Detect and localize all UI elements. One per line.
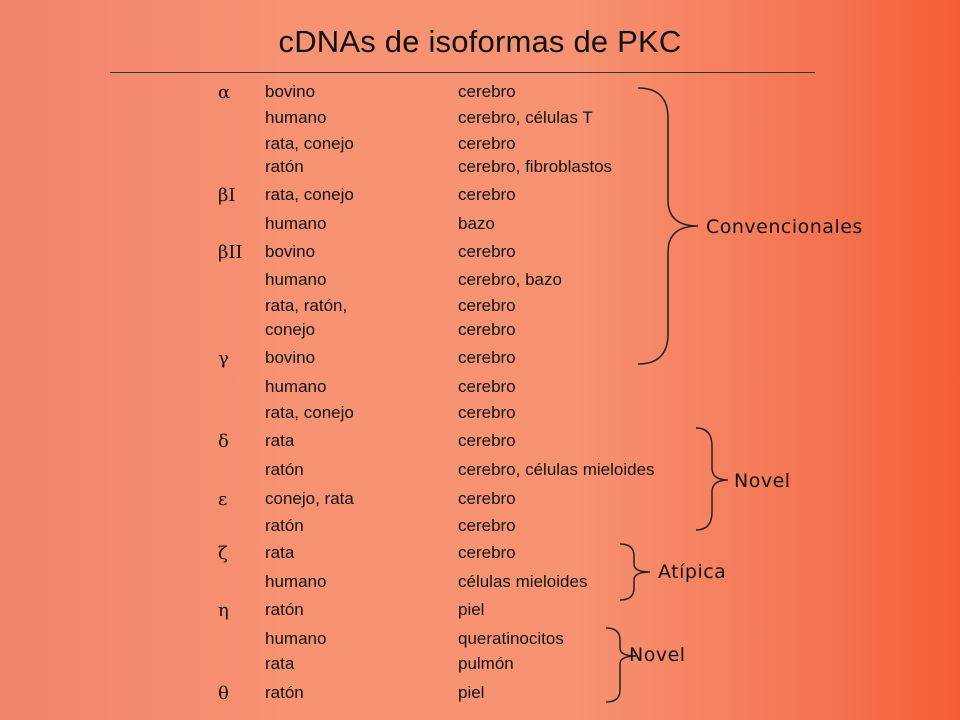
group-label-convencionales: Convencionales	[706, 216, 863, 238]
species-cell: conejo, rata	[265, 489, 354, 508]
species-cell: conejo	[265, 320, 316, 339]
tissue-cell: cerebro	[458, 82, 516, 101]
species-cell: ratón	[265, 600, 304, 619]
isoform-symbol: δ	[218, 431, 229, 452]
tissue-cell: cerebro	[458, 134, 516, 153]
species-cell: rata	[265, 543, 295, 562]
isoform-symbol: βI	[218, 185, 236, 206]
tissue-cell: cerebro	[458, 543, 516, 562]
isoform-symbol: ε	[218, 489, 228, 510]
tissue-cell: cerebro	[458, 348, 516, 367]
tissue-cell: cerebro, bazo	[458, 270, 562, 289]
species-cell: humano	[265, 214, 327, 233]
species-cell: ratón	[265, 683, 304, 702]
species-cell: rata, conejo	[265, 403, 354, 422]
bracket-novel-1	[696, 428, 728, 530]
tissue-cell: cerebro	[458, 185, 516, 204]
group-label-novel-2: Novel	[629, 644, 686, 666]
slide-title: cDNAs de isoformas de PKC	[278, 24, 682, 59]
species-cell: humano	[265, 629, 327, 648]
species-cell: rata, conejo	[265, 185, 354, 204]
tissue-cell: cerebro	[458, 320, 516, 339]
species-cell: bovino	[265, 348, 316, 367]
species-cell: ratón	[265, 157, 304, 176]
isoform-symbol: θ	[218, 683, 229, 704]
species-cell: rata	[265, 654, 295, 673]
species-cell: humano	[265, 108, 327, 127]
tissue-cell: cerebro	[458, 242, 516, 261]
tissue-cell: cerebro, células T	[458, 108, 593, 127]
species-cell: ratón	[265, 516, 304, 535]
species-cell: rata	[265, 431, 295, 450]
group-label-atipica: Atípica	[658, 561, 727, 583]
tissue-cell: cerebro	[458, 377, 516, 396]
species-cell: rata, conejo	[265, 134, 354, 153]
tissue-cell: células mieloides	[458, 572, 588, 591]
bracket-atipica	[620, 544, 650, 600]
species-cell: rata, ratón,	[265, 296, 348, 315]
species-cell: bovino	[265, 242, 316, 261]
tissue-cell: queratinocitos	[458, 629, 564, 648]
bracket-convencionales	[638, 88, 698, 364]
tissue-cell: cerebro	[458, 403, 516, 422]
isoform-symbol: η	[218, 600, 229, 621]
isoform-symbol: ζ	[218, 543, 228, 564]
isoform-symbol: α	[218, 82, 231, 103]
group-label-novel-1: Novel	[734, 470, 791, 492]
species-cell: humano	[265, 270, 327, 289]
tissue-cell: piel	[458, 600, 485, 619]
species-cell: bovino	[265, 82, 316, 101]
species-cell: humano	[265, 572, 327, 591]
tissue-cell: cerebro	[458, 296, 516, 315]
tissue-cell: piel	[458, 683, 485, 702]
tissue-cell: cerebro	[458, 489, 516, 508]
tissue-cell: cerebro, fibroblastos	[458, 157, 613, 176]
tissue-cell: pulmón	[458, 654, 514, 673]
isoform-symbol: γ	[218, 348, 229, 369]
species-cell: humano	[265, 377, 327, 396]
tissue-cell: cerebro	[458, 431, 516, 450]
species-cell: ratón	[265, 460, 304, 479]
tissue-cell: bazo	[458, 214, 495, 233]
isoform-symbol: βII	[218, 242, 243, 263]
tissue-cell: cerebro	[458, 516, 516, 535]
tissue-cell: cerebro, células mieloides	[458, 460, 655, 479]
